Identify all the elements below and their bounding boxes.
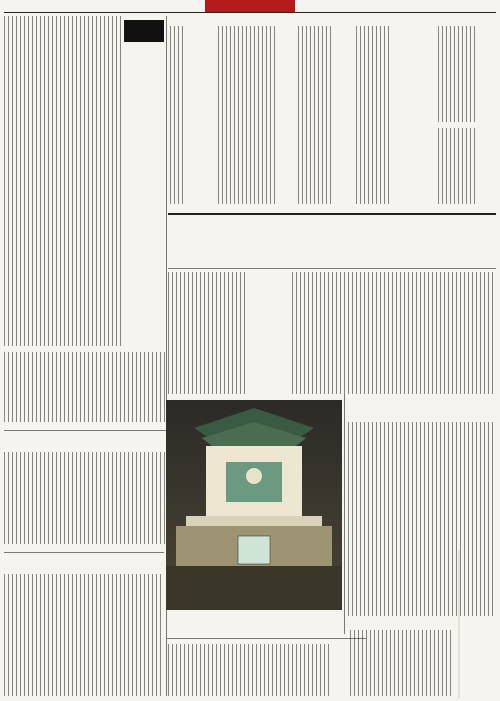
editorial-body	[4, 16, 122, 346]
brief-body	[438, 26, 478, 122]
editorial-label	[124, 20, 164, 42]
bottom-center-body	[168, 644, 330, 696]
left-lower-body	[4, 452, 166, 544]
news-box-label	[288, 16, 368, 24]
main-headline	[167, 218, 451, 254]
column-divider	[344, 394, 345, 634]
brief-body	[218, 26, 276, 204]
photo-caption	[166, 612, 342, 634]
masthead	[205, 0, 295, 12]
brief-body	[298, 26, 334, 204]
right-story-body	[348, 422, 496, 616]
main-story-body	[292, 272, 496, 394]
divider	[168, 268, 496, 269]
brief-body	[356, 26, 390, 204]
headline-rule	[168, 213, 496, 215]
main-story-body	[168, 272, 248, 394]
bottom-left-body	[4, 574, 164, 696]
memorial-hall-photo	[166, 400, 342, 610]
bottom-center-body-2	[350, 630, 454, 696]
editorial-section	[4, 16, 166, 536]
news-briefs	[170, 16, 496, 212]
divider	[4, 430, 166, 431]
editorial-body-lower	[4, 352, 166, 422]
divider	[166, 638, 366, 639]
brief-body	[170, 26, 184, 204]
top-bar	[0, 0, 500, 12]
top-rule	[4, 12, 496, 13]
photo-illustration	[166, 400, 342, 610]
brief-body	[438, 128, 478, 204]
divider	[4, 552, 164, 553]
bottom-right-subhead	[458, 550, 460, 698]
